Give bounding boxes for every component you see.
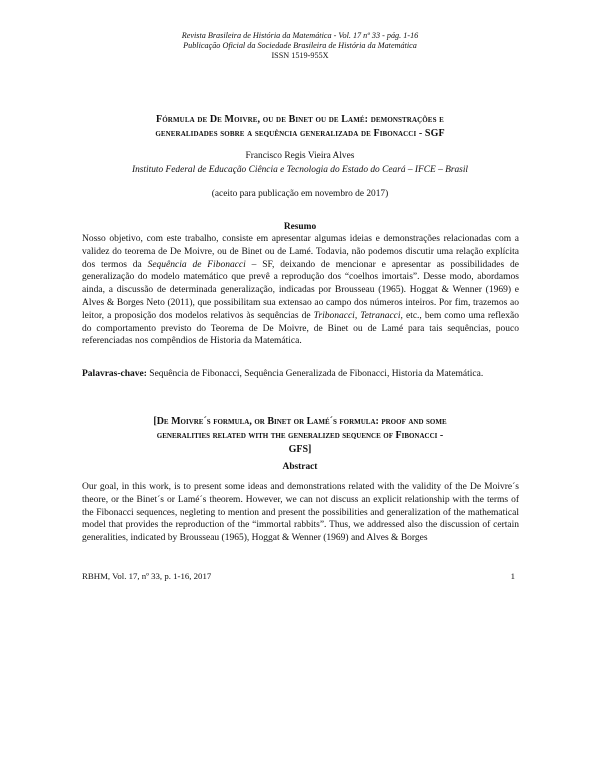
resumo-paragraph (82, 233, 519, 348)
author-name: Francisco Regis Vieira Alves (245, 151, 355, 161)
english-title-line-1: [De Moivre´s formula, or Binet or Lamé´s formula: proof and some (153, 416, 447, 427)
resumo-text: Nosso objetivo, com este trabalho, consiste em apresentar algumas ideias e demonstrações relacionadas com a validez do teorema de De Moivre, ou de Binet ou de Lamé. Todavia, não podemos discutir uma relação explícita dos termos da (82, 234, 519, 270)
publisher-line: Publicação Oficial da Sociedade Brasileira de História da Matemática (183, 41, 417, 50)
page-footer (82, 571, 519, 582)
english-title (90, 415, 510, 457)
resumo-text: , etc., bem como uma reflexão do comportamento previsto do Teorema de De Moivre, de Binet ou de Lamé para tais sequências, pouco referenciadas nos compêndios de Historia da Matemática. (82, 310, 519, 347)
abstract-heading: Abstract (282, 462, 318, 472)
resumo-text: – SF, deixando de mencionar e apresentar as possibilidades de generalização do modelo matemático que prevê a reprodução dos “coelhos imortais”. Desse modo, abordamos ainda, a discussão de determinada generalização, indicadas por Brousseau (1965). Hoggat & Wenner (1969) e Alves & Borges Neto (2011), que possibilitam sua extensao ao campo dos números inteiros. Por fim, trazemos ao leitor, a proposição dos modelos relativos às sequências de (82, 259, 519, 321)
abstract-paragraph: Our goal, in this work, is to present some ideas and demonstrations related with the validity of the De Moivre´s theore, or the Binet´s or Lamé´s theorem. However, we can not discuss an explicit relationship with the terms of the Fibonacci sequences, negleting to mention and present the possibilities and generalization of the mathematical model that provides the reproduction of the “immortal rabbits”. Thus, we addressed also the discussion of certain generalities, indicated by Brousseau (1965), Hoggat & Wenner (1969) and Alves & Borges (82, 482, 519, 544)
issn-line: ISSN 1519-955X (271, 51, 329, 60)
paper-title-line-2: generalidades sobre a sequência generalizada de Fibonacci - SGF (155, 128, 445, 139)
author-affiliation: Instituto Federal de Educação Ciência e Tecnologia do Estado do Ceará – IFCE – Brasil (131, 165, 469, 175)
resumo-heading: Resumo (283, 222, 317, 232)
keywords-text: Sequência de Fibonacci, Sequência Generalizada de Fibonacci, Historia da Matemática. (146, 369, 484, 379)
resumo-text: , (354, 310, 361, 321)
paper-title-line-1: Fórmula de De Moivre, ou de Binet ou de Lamé: demonstrações e (156, 114, 444, 125)
keywords-label: Palavras-chave: (82, 369, 147, 379)
resumo-italic-term: Tribonacci (313, 310, 355, 321)
english-title-line-2: generalities related with the generalized sequence of Fibonacci - (156, 430, 444, 441)
resumo-italic-term: Sequência de Fibonacci (147, 259, 246, 270)
paper-title (90, 113, 510, 141)
resumo-italic-term: Tetranacci (360, 310, 401, 321)
acceptance-note: (aceito para publicação em novembro de 2017) (211, 189, 389, 199)
footer-citation: RBHM, Vol. 17, nº 33, p. 1-16, 2017 (82, 571, 212, 581)
journal-header (0, 31, 600, 61)
english-title-line-3: GFS] (288, 444, 312, 455)
journal-name-line: Revista Brasileira de História da Matemática - Vol. 17 nº 33 - pág. 1-16 (181, 31, 419, 40)
keywords (82, 368, 519, 381)
page-number: 1 (510, 571, 515, 581)
